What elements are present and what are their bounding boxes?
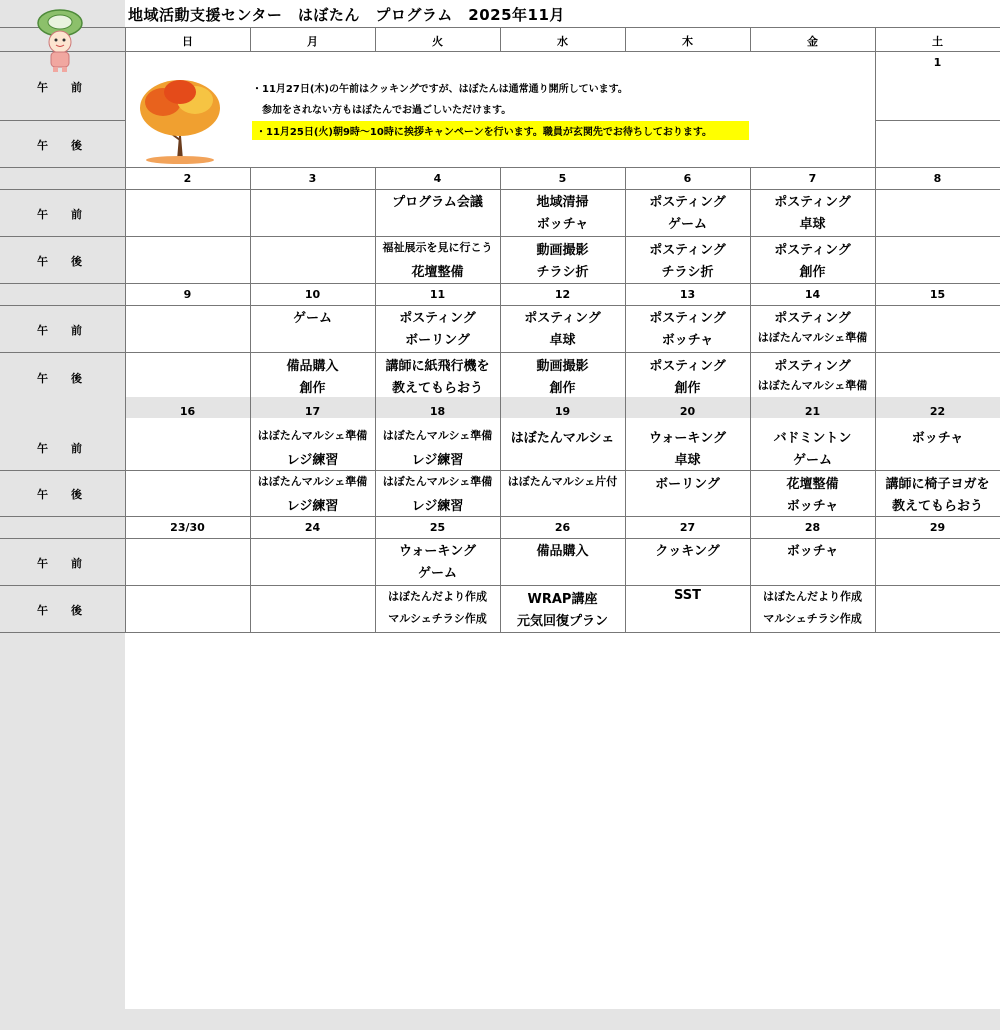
label-am: 午 前 [37,442,88,455]
activity-pm: はぼたんマルシェ準備 [257,475,368,488]
label-am: 午 前 [37,207,88,221]
activity-am: 地域清掃 [536,195,589,210]
label-pm: 午 後 [37,371,88,385]
activity-pm: 創作 [799,265,826,280]
date-number: 1 [933,56,942,69]
activity-am: ゲーム [667,217,707,232]
activity-am: クッキング [655,544,720,559]
date-number: 27 [679,521,696,534]
activity-pm: はぼたんだより作成 [763,590,862,603]
activity-am: ボッチャ [661,333,714,348]
date-number: 15 [929,288,946,301]
activity-am: ウォーキング [398,544,477,559]
activity-am: ポスティング [649,311,726,326]
date-number: 25 [429,521,446,534]
activity-am: バドミントン [773,431,852,446]
activity-am: はぼたんマルシェ準備 [757,331,868,344]
activity-pm: 備品購入 [286,359,339,374]
date-number: 10 [304,288,321,301]
grid-vline [875,27,876,633]
activity-am: ボーリング [405,333,470,348]
activity-pm: 創作 [674,381,701,396]
date-number: 28 [804,521,821,534]
date-number: 26 [554,521,571,534]
autumn-tree-icon [133,72,227,164]
date-number: 2 [183,172,192,185]
activity-pm: マルシェチラシ作成 [763,612,862,625]
label-am: 午 前 [37,81,88,94]
weekday-header-6: 土 [932,35,943,48]
activity-am: ポスティング [399,311,476,326]
date-number: 3 [308,172,317,185]
grid-hline [875,120,1000,121]
weekday-header-3: 水 [557,35,568,48]
closed-cell [0,610,125,724]
activity-am: ポスティング [649,195,726,210]
date-number: 29 [929,521,946,534]
label-am: 午 前 [37,323,88,337]
date-number: 6 [683,172,692,185]
activity-pm: チラシ折 [536,265,589,280]
activity-pm: WRAP講座 [527,592,598,607]
activity-am: 卓球 [549,333,576,348]
label-pm: 午 後 [37,488,88,501]
activity-pm: 講師に椅子ヨガを [885,477,990,492]
activity-pm: 福祉展示を見に行こう [382,241,493,254]
label-pm: 午 後 [37,604,88,617]
activity-pm: ボーリング [655,477,720,492]
closed-cell [0,914,125,1009]
notice-line-1: ・11月27日(木)の午前はクッキングですが、はぼたんは通常通り開所しています。 [252,84,628,95]
activity-pm: はぼたんマルシェ準備 [382,475,493,488]
activity-am: 卓球 [799,217,826,232]
habotan-mascot-icon [20,5,100,75]
activity-pm: 動画撮影 [536,243,589,258]
activity-pm: 教えてもらおう [891,499,983,514]
grid-hline [0,120,125,121]
activity-pm: はぼたんマルシェ片付 [507,475,618,488]
activity-am: ポスティング [774,195,851,210]
date-number: 7 [808,172,817,185]
activity-pm: 講師に紙飛行機を [385,359,490,374]
date-number: 12 [554,288,571,301]
activity-am: ポスティング [524,311,601,326]
activity-am: はぼたんマルシェ準備 [257,429,368,442]
activity-pm: チラシ折 [661,265,714,280]
label-pm: 午 後 [37,254,88,268]
date-number: 8 [933,172,942,185]
page-title: 地域活動支援センター はぼたん プログラム 2025年11月 [128,6,565,24]
activity-am: ウォーキング [648,431,727,446]
activity-pm: 動画撮影 [536,359,589,374]
activity-am: ゲーム [292,311,332,326]
closed-cell [0,724,125,819]
activity-am: レジ練習 [411,453,464,468]
activity-am: ボッチャ [786,544,839,559]
activity-pm: 花壇整備 [786,477,839,492]
activity-pm: 元気回復プラン [516,614,608,629]
weekday-header-0: 日 [182,35,193,48]
activity-pm: 創作 [549,381,576,396]
weekday-header-4: 木 [682,35,693,48]
activity-pm: ボッチャ [786,499,839,514]
activity-pm: 創作 [299,381,326,396]
activity-pm: ポスティング [774,359,851,374]
date-number: 20 [679,405,696,418]
activity-pm: マルシェチラシ作成 [388,612,487,625]
activity-am: レジ練習 [286,453,339,468]
activity-pm: 教えてもらおう [391,381,483,396]
date-number: 24 [304,521,321,534]
activity-am: はぼたんマルシェ [510,431,615,446]
activity-am: 卓球 [674,453,701,468]
date-number: 22 [929,405,946,418]
activity-am: はぼたんマルシェ準備 [382,429,493,442]
date-number: 16 [179,405,196,418]
date-number: 14 [804,288,821,301]
date-number: 4 [433,172,442,185]
activity-pm: レジ練習 [411,499,464,514]
weekday-header-5: 金 [807,35,818,48]
activity-pm: SST [673,588,701,603]
activity-pm: 花壇整備 [411,265,464,280]
activity-pm: ポスティング [774,243,851,258]
date-number: 9 [183,288,192,301]
activity-am: ゲーム [417,566,457,581]
date-row-band [0,1009,1000,1030]
activity-am: ポスティング [774,311,851,326]
date-number: 11 [429,288,446,301]
activity-pm: ポスティング [649,359,726,374]
closed-cell [0,819,125,914]
weekday-header-2: 火 [432,35,443,48]
date-number: 21 [804,405,821,418]
date-number: 18 [429,405,446,418]
date-number: 23/30 [170,521,205,534]
activity-pm: はぼたんマルシェ準備 [757,379,868,392]
activity-am: 備品購入 [536,544,589,559]
notice-line-3: ・11月25日(火)朝9時～10時に挨拶キャンペーンを行います。職員が玄関先でお待ちしております。 [252,121,749,140]
activity-am: プログラム会議 [392,195,483,210]
activity-pm: レジ練習 [286,499,339,514]
date-number: 17 [304,405,321,418]
activity-pm: ポスティング [649,243,726,258]
closed-cell [0,115,125,209]
notice-line-2: 参加をされない方もはぼたんでお過ごしいただけます。 [262,105,512,116]
activity-am: ゲーム [792,453,832,468]
label-pm: 午 後 [37,138,88,152]
date-number: 13 [679,288,696,301]
date-number: 19 [554,405,571,418]
activity-am: ボッチャ [536,217,589,232]
date-number: 5 [558,172,567,185]
weekday-header-1: 月 [307,35,318,48]
activity-am: ボッチャ [911,431,964,446]
activity-pm: はぼたんだより作成 [388,590,487,603]
label-am: 午 前 [37,556,88,570]
